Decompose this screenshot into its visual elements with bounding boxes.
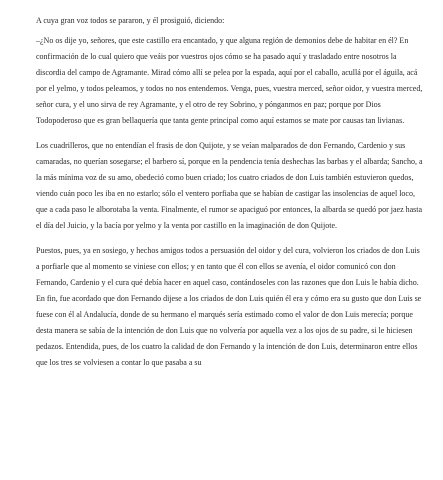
paragraph-4: Puestos, pues, ya en sosiego, y hechos amigos todos a persuasión del oidor y del cura, volvieron los criados de don Luis a porfiarle que al momento se viniese con ellos; y en tanto que él con ellos se avenía, el oidor comunicó con don Fernando, Cardenio y el cura qué debía hacer en aquel caso, contándoseles con las razones que don Luis le había dicho. En fin, fue acordado que don Fernando dijese a los criados de don Luis quién él era y cómo era su gusto que don Luis se fuese con él al Andalucía, donde de su hermano el marqués sería estimado como el valor de don Luis merecía; porque desta manera se sabía de la intención de don Luis que no volvería por aquella vez a los ojos de su padre, si le hiciesen pedazos. Entendida, pues, de los cuatro la calidad de don Fernando y la intención de don Luis, determinaron entre ellos que los tres se volviesen a contar lo que pasaba a su [36,246,422,367]
paragraph-3: Los cuadrilleros, que no entendían el frasis de don Quijote, y se veían malparados de don Fernando, Cardenio y sus camaradas, no querían sosegarse; el barbero sí, porque en la pendencia tenía deshechas las barbas y el albarda; Sancho, a la más mínima voz de su amo, obedeció como buen criado; los cuatro criados de don Luis también estuvieron quedos, viendo cuán poco les iba en no estarlo; sólo el ventero porfiaba que se habían de castigar las insolencias de aquel loco, que a cada paso le alborotaba la venta. Finalmente, el rumor se apaciguó por entonces, la albarda se quedó por jaez hasta el día del Juicio, y la bacía por yelmo y la venta por castillo en la imaginación de don Quijote. [36,141,423,230]
paragraph-2: –¿No os dije yo, señores, que este castillo era encantado, y que alguna región de demonios debe de habitar en él? En confirmación de lo cual quiero que veáis por vuestros ojos cómo se ha pasado aquí y trasladado entre nosotros la discordia del campo de Agramante. Mirad cómo allí se pelea por la espada, aquí por el caballo, acullá por el águila, acá por el yelmo, y todos peleamos, y todos no nos entendemos. Venga, pues, vuestra merced, señor oidor, y vuestra merced, señor cura, y el uno sirva de rey Agramante, y el otro de rey Sobrino, y pónganmos en paz; porque por Dios Todopoderoso que es gran bellaquería que tanta gente principal como aquí estamos se mate por causas tan livianas. [36,36,423,125]
paragraph-1: A cuya gran voz todos se pararon, y él prosiguió, diciendo: [36,16,225,25]
